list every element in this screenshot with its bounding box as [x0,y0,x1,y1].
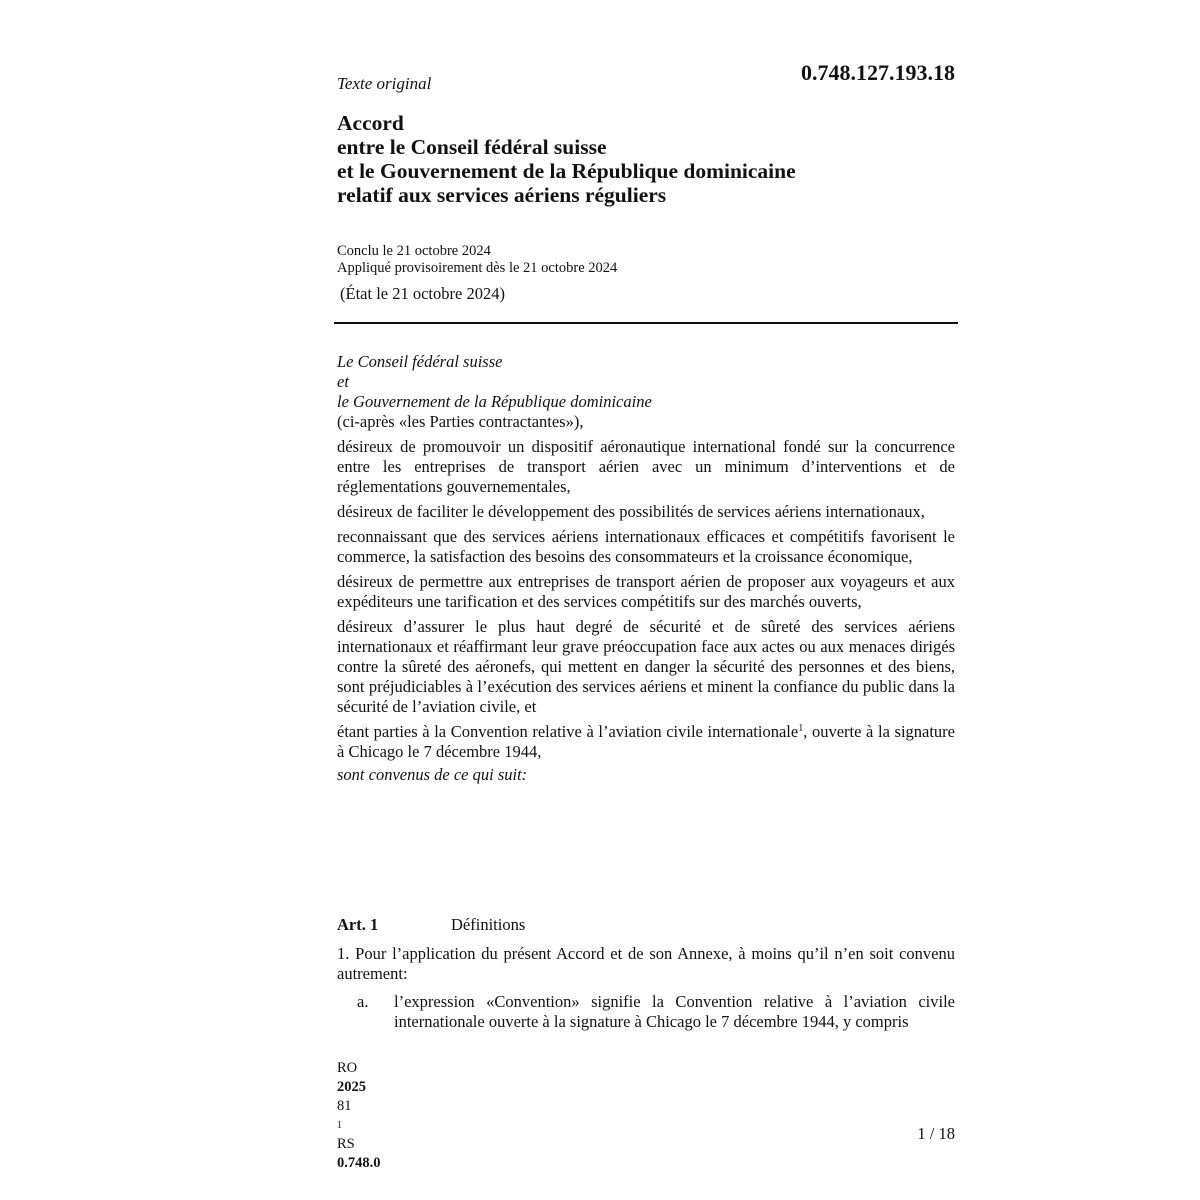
preamble-closing: sont convenus de ce qui suit: [337,765,528,784]
item-a-label: a. [357,992,369,1011]
item-a-text: l’expression «Convention» signifie la Convention relative à l’aviation civile internationale ouverte à la signature à Chicago le 7 décembre 1944, y compris [394,992,955,1031]
conclu-date: Conclu le 21 octobre 2024 [337,243,491,259]
article-1-heading [337,915,525,935]
document-number: 0.748.127.193.18 [801,60,955,85]
title-line-3: et le Gouvernement de la République dominicaine [337,159,796,183]
preamble-paragraph-3: reconnaissant que des services aériens internationaux efficaces et compétitifs favorisent le commerce, la satisfaction des besoins des consommateurs et la croissance économique, [337,527,955,566]
preamble-paragraph-5: désireux d’assurer le plus haut degré de sécurité et de sûreté des services aériens internationaux et réaffirmant leur grave préoccupation face aux actes ou aux menaces dirigés contre la sûreté des aéronefs, qui mettent en danger la sécurité des personnes et des biens, sont préjudiciables à l’exécution des services aériens et minent la confiance du public dans la sécurité de l’aviation civile, et [337,617,955,716]
ci-apres: (ci-après «les Parties contractantes»), [337,412,584,431]
title-line-2: entre le Conseil fédéral suisse [337,135,607,159]
preamble-paragraph-6 [337,722,955,762]
title-line-4: relatif aux services aériens réguliers [337,183,667,207]
texte-original-label: Texte original [337,74,432,93]
article-title: Définitions [451,915,526,934]
etat-date: (État le 21 octobre 2024) [340,284,505,303]
party-2: le Gouvernement de la République dominicaine [337,392,652,411]
article-1-paragraph-1: 1. Pour l’application du présent Accord et de son Annexe, à moins qu’il n’en soit convenu autrement: [337,944,955,983]
footnotes [337,1059,381,1173]
applique-date: Appliqué provisoirement dès le 21 octobre 2024 [337,260,618,276]
footnote-1: 1 RS 0.748.0 [337,1116,381,1173]
article-1-item-a [357,992,955,1032]
page-number: 1 / 18 [917,1124,955,1143]
article-number: Art. 1 [337,915,379,934]
party-conjunction: et [337,372,349,391]
document-meta [337,243,617,277]
p6-text-after: , ouverte à la signature à Chicago le 7 décembre 1944, [337,722,955,761]
party-1: Le Conseil fédéral suisse [337,352,503,371]
footnote-1-link[interactable]: 0.748.0 [337,1155,381,1171]
document-title [337,111,977,207]
footnote-1-mark: 1 [337,1120,342,1131]
preamble [337,352,955,785]
p6-text-before: étant parties à la Convention relative à l’aviation civile internationale [337,722,799,741]
preamble-paragraph-1: désireux de promouvoir un dispositif aéronautique international fondé sur la concurrence entre les entreprises de transport aérien avec un minimum d’interventions et de réglementations gouvernementales, [337,437,955,496]
preamble-paragraph-2: désireux de faciliter le développement des possibilités de services aériens internationaux, [337,502,925,521]
footnote-ref-1[interactable]: 1 [798,723,804,734]
title-line-1: Accord [337,111,404,135]
ro-reference: RO 2025 81 [337,1060,366,1114]
preamble-paragraph-4: désireux de permettre aux entreprises de transport aérien de proposer aux voyageurs et aux expéditeurs une tarification et des services compétitifs sur des marchés ouverts, [337,572,955,611]
header-divider [334,322,958,324]
